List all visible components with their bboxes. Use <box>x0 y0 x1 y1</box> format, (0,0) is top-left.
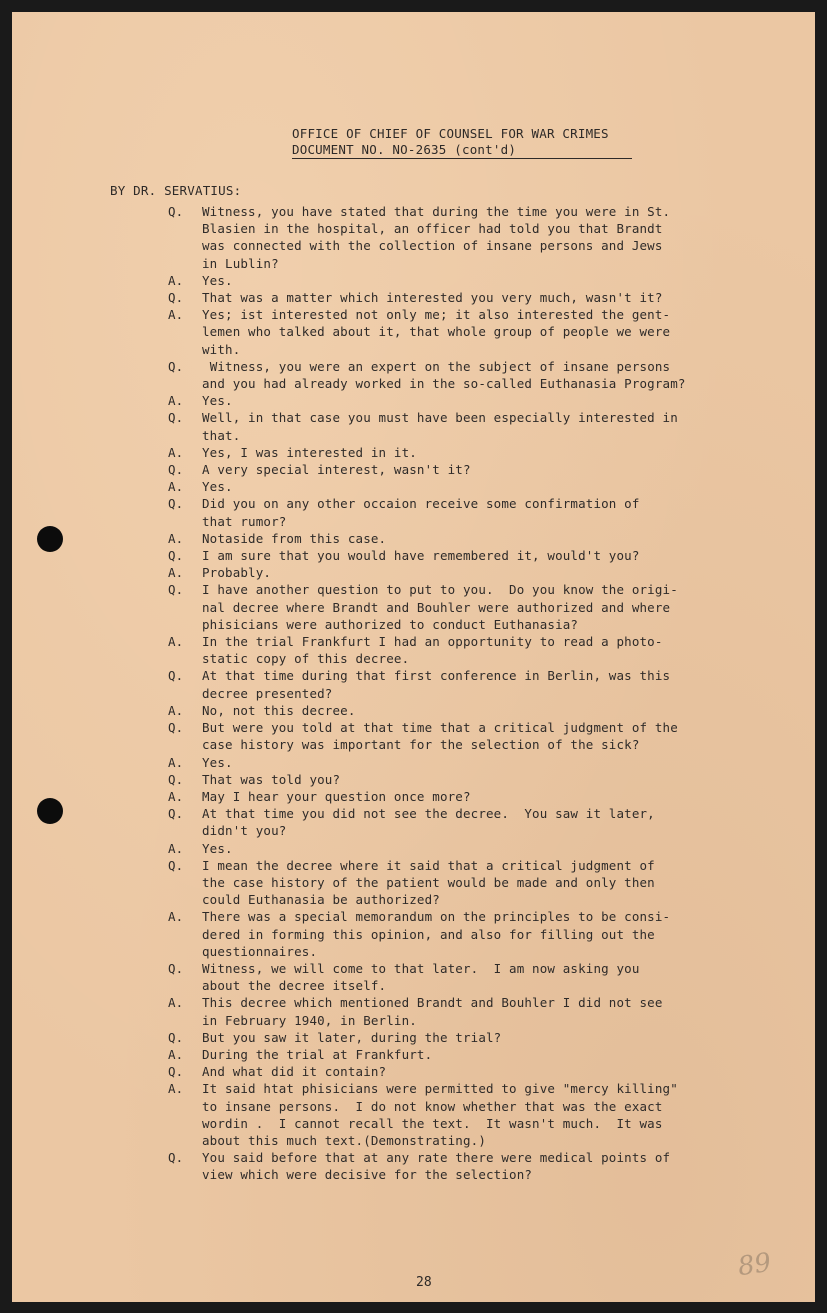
question-entry <box>168 409 768 443</box>
answer-entry <box>168 306 768 358</box>
speaker-marker: Q. <box>168 204 184 219</box>
question-entry <box>168 547 768 564</box>
question-entry <box>168 1029 768 1046</box>
examiner-heading: BY DR. SERVATIUS: <box>110 183 242 198</box>
answer-entry <box>168 754 768 771</box>
speaker-marker: A. <box>168 272 184 288</box>
question-entry <box>168 857 768 909</box>
speaker-marker: Q. <box>168 960 184 976</box>
entry-text: Yes. <box>202 754 233 770</box>
speaker-marker: Q. <box>168 290 184 306</box>
entry-text: At that time you did not see the decree. You saw it later, didn't you? <box>202 806 655 839</box>
speaker-marker: Q. <box>168 496 184 512</box>
entry-text: May I hear your question once more? <box>202 788 471 804</box>
speaker-marker: A. <box>168 479 184 495</box>
entry-text: But you saw it later, during the trial? <box>202 1029 502 1045</box>
answer-entry <box>168 994 768 1028</box>
entry-text: Witness, we will come to that later. I am now asking you about the decree itself. <box>202 960 640 994</box>
answer-entry <box>168 840 768 857</box>
speaker-marker: A. <box>168 565 184 581</box>
answer-entry <box>168 788 768 805</box>
speaker-marker: A. <box>168 444 184 460</box>
entry-text: At that time during that first conference in Berlin, was this decree presented? <box>202 668 671 701</box>
entry-text: Yes; ist interested not only me; it also interested the gent- lemen who talked about it, that whole group of people we were with. <box>202 307 671 357</box>
entry-text: Notaside from this case. <box>202 530 387 546</box>
entry-text: I mean the decree where it said that a critical judgment of the case history of the patient would be made and only then could Euthanasia be authorized? <box>202 857 655 908</box>
answer-entry <box>168 444 768 461</box>
entry-text: Yes. <box>202 393 233 409</box>
punch-hole-bottom <box>37 798 63 824</box>
entry-text: Did you on any other occaion receive some confirmation of that rumor? <box>202 496 640 529</box>
entry-text: It said htat phisicians were permitted to give "mercy killing" to insane persons. I do not know whether that was the exact wordin . I cannot recall the text. It wasn't much. It was about this much text.(Demonstrating.) <box>202 1081 678 1148</box>
speaker-marker: A. <box>168 634 184 650</box>
entry-text: Well, in that case you must have been especially interested in that. <box>202 410 678 443</box>
handwritten-page-mark: 89 <box>736 1247 774 1283</box>
answer-entry <box>168 530 768 547</box>
question-entry <box>168 461 768 478</box>
answer-entry <box>168 564 768 581</box>
entry-text: Yes, I was interested in it. <box>202 444 417 460</box>
entry-text: There was a special memorandum on the principles to be consi- dered in forming this opinion, and also for filling out the questionnaires. <box>202 909 671 959</box>
speaker-marker: Q. <box>168 1150 184 1166</box>
answer-entry <box>168 1080 768 1149</box>
entry-text: Yes. <box>202 840 233 856</box>
entry-text: During the trial at Frankfurt. <box>202 1046 433 1062</box>
entry-text: Witness, you were an expert on the subject of insane persons and you had already worked in the so-called Euthanasia Program? <box>202 358 686 392</box>
answer-entry <box>168 392 768 409</box>
question-entry <box>168 805 768 839</box>
speaker-marker: A. <box>168 840 184 856</box>
speaker-marker: Q. <box>168 410 184 426</box>
speaker-marker: Q. <box>168 1064 184 1080</box>
speaker-marker: A. <box>168 702 184 718</box>
question-entry <box>168 719 768 753</box>
answer-entry <box>168 272 768 289</box>
speaker-marker: Q. <box>168 857 184 873</box>
question-entry <box>168 289 768 306</box>
speaker-marker: Q. <box>168 358 184 374</box>
entry-text: That was told you? <box>202 771 341 787</box>
speaker-marker: A. <box>168 307 184 323</box>
entry-text: This decree which mentioned Brandt and Bouhler I did not see in February 1940, in Berlin. <box>202 995 663 1028</box>
entry-text: A very special interest, wasn't it? <box>202 462 471 478</box>
speaker-marker: Q. <box>168 1029 184 1045</box>
entry-text: That was a matter which interested you very much, wasn't it? <box>202 290 663 306</box>
question-entry <box>168 667 768 701</box>
entry-text: In the trial Frankfurt I had an opportunity to read a photo- static copy of this decree. <box>202 634 663 667</box>
speaker-marker: A. <box>168 393 184 409</box>
speaker-marker: A. <box>168 1046 184 1062</box>
speaker-marker: A. <box>168 530 184 546</box>
speaker-marker: Q. <box>168 462 184 478</box>
entry-text: You said before that at any rate there were medical points of view which were decisive for the selection? <box>202 1150 671 1183</box>
answer-entry <box>168 633 768 667</box>
speaker-marker: Q. <box>168 548 184 564</box>
question-entry <box>168 581 768 633</box>
page-number: 28 <box>416 1275 432 1290</box>
speaker-marker: A. <box>168 995 184 1011</box>
entry-text: But were you told at that time that a critical judgment of the case history was important for the selection of the sick? <box>202 720 678 753</box>
question-entry <box>168 203 768 272</box>
header-document-number: DOCUMENT NO. NO-2635 (cont'd) <box>292 142 632 159</box>
speaker-marker: A. <box>168 754 184 770</box>
entry-text: And what did it contain? <box>202 1064 387 1080</box>
entry-text: I am sure that you would have remembered it, would't you? <box>202 548 640 564</box>
question-entry <box>168 960 768 994</box>
document-header <box>292 126 637 159</box>
speaker-marker: Q. <box>168 771 184 787</box>
question-entry <box>168 495 768 529</box>
speaker-marker: Q. <box>168 720 184 736</box>
speaker-marker: Q. <box>168 582 184 598</box>
question-entry <box>168 1063 768 1080</box>
question-entry <box>168 771 768 788</box>
speaker-marker: A. <box>168 1081 184 1097</box>
header-office-line: OFFICE OF CHIEF OF COUNSEL FOR WAR CRIMES <box>292 126 609 141</box>
speaker-marker: Q. <box>168 806 184 822</box>
speaker-marker: Q. <box>168 668 184 684</box>
speaker-marker: A. <box>168 909 184 925</box>
speaker-marker: A. <box>168 788 184 804</box>
question-entry <box>168 1149 768 1183</box>
question-entry <box>168 358 768 392</box>
entry-text: Probably. <box>202 565 272 581</box>
punch-hole-top <box>37 526 63 552</box>
answer-entry <box>168 478 768 495</box>
answer-entry <box>168 702 768 719</box>
entry-text: I have another question to put to you. Do you know the origi- nal decree where Brandt and Bouhler were authorized and where phisicians were authorized to conduct Euthanasia? <box>202 582 678 632</box>
answer-entry <box>168 908 768 960</box>
entry-text: Yes. <box>202 272 233 288</box>
entry-text: No, not this decree. <box>202 702 356 718</box>
answer-entry <box>168 1046 768 1063</box>
entry-text: Yes. <box>202 479 233 495</box>
entry-text: Witness, you have stated that during the time you were in St. Blasien in the hospital, an officer had told you that Brandt was connected with the collection of insane persons and Jews in Lublin? <box>202 204 671 271</box>
testimony-transcript <box>168 203 768 1184</box>
